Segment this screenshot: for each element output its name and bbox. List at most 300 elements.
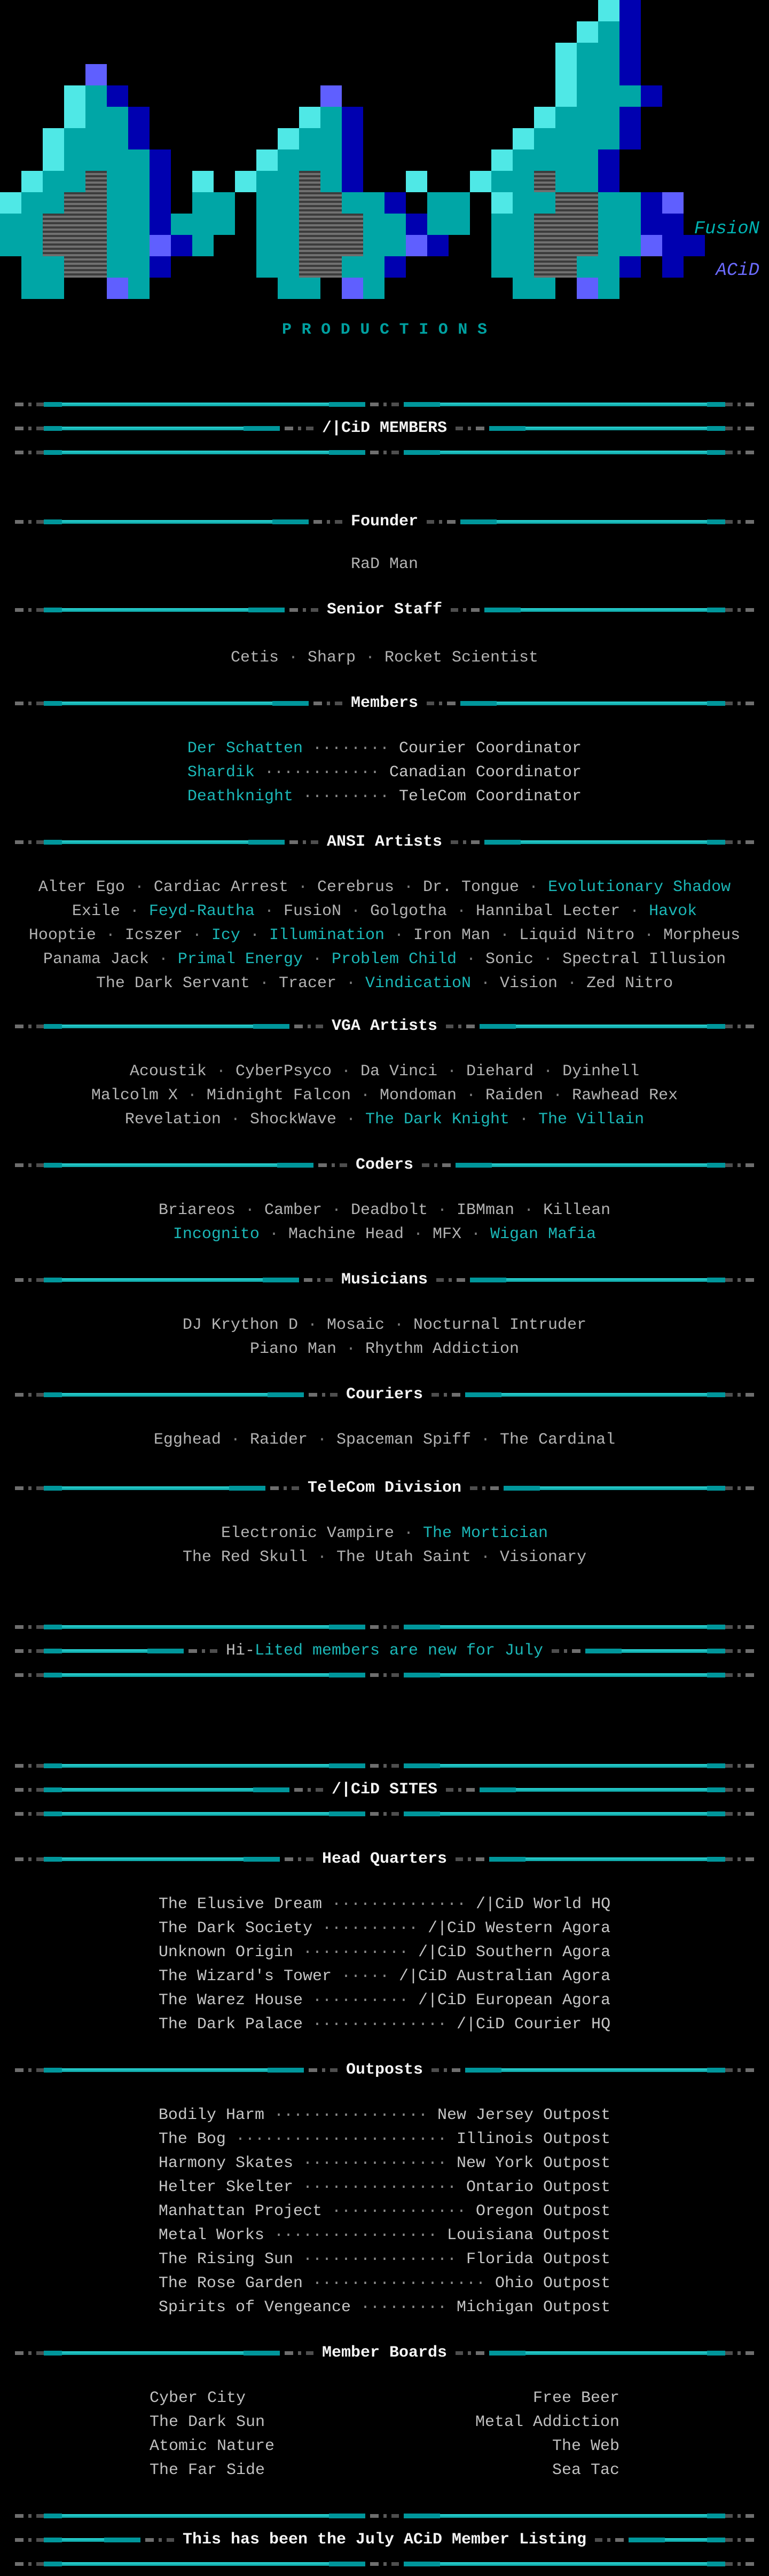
name-separator: · (533, 1062, 563, 1081)
rule-bar-cap (503, 608, 521, 612)
rule-bar-cap (478, 701, 497, 706)
logo-pixel (256, 171, 278, 192)
rule-segment (737, 1278, 741, 1282)
rule-bar-cap (498, 1787, 516, 1792)
rule-bits (431, 2068, 483, 2073)
rule-bits (262, 426, 313, 431)
logo-pixel (107, 149, 128, 171)
rule-segment (281, 1278, 299, 1282)
rule-segment (746, 702, 754, 705)
logo-pixel (577, 256, 598, 278)
rule-bits (347, 1811, 422, 1816)
rule-row-with-title (0, 1847, 769, 1871)
roster-line (0, 972, 769, 996)
rule-bar-cap (44, 1625, 62, 1629)
rule-bar-line (62, 1857, 244, 1861)
rule-bar-cap (707, 1811, 725, 1816)
rule-bits (15, 2538, 44, 2542)
section-title: Founder (350, 513, 419, 531)
logo-pixel (577, 171, 598, 192)
logo-pixel (320, 85, 342, 107)
leader-row (0, 2128, 769, 2152)
logo-pixel (513, 256, 534, 278)
rule-segment (295, 1163, 313, 1168)
name-separator: · (437, 1062, 467, 1081)
rule-segment (370, 2514, 379, 2518)
member-name: Raiden (485, 1086, 544, 1105)
rule-segment (404, 1673, 422, 1677)
rule-bar-cap (707, 519, 725, 524)
rule-segment (316, 1025, 323, 1028)
logo-pixel (192, 192, 214, 214)
rule-bar-cap (44, 1024, 62, 1029)
rule-bits (725, 451, 754, 454)
rule-bar-line (62, 1649, 147, 1653)
logo-pixel (384, 192, 406, 214)
roster-line (0, 1108, 769, 1132)
musicians-header (0, 1268, 769, 1292)
entry-role: Courier Coordinator (389, 739, 582, 758)
member-name: Exile (72, 902, 120, 920)
logo-pixel (299, 171, 320, 192)
member-name: Zed Nitro (586, 974, 673, 992)
rule-bar-cap (707, 1278, 725, 1282)
board-name: The Far Side (150, 2461, 265, 2479)
rule-segment (347, 1763, 365, 1768)
member-name: Killean (543, 1201, 611, 1219)
rule-segment (159, 2538, 162, 2542)
rule-bar-cap (707, 1673, 725, 1677)
entry-role: Florida Outpost (457, 2250, 611, 2268)
member-name: Revelation (124, 1110, 221, 1129)
member-name-highlighted: Incognito (172, 1225, 260, 1243)
name-separator: · (509, 1110, 539, 1129)
rule-segment (595, 2538, 602, 2542)
rule-bar (503, 840, 725, 845)
rule-bits (347, 402, 422, 407)
rule-segment (456, 1163, 474, 1168)
roster-line (0, 1546, 769, 1570)
rule-bar-cap (229, 1486, 247, 1491)
entry-name: The Dark Society (158, 1919, 322, 1937)
logo-pixel (43, 171, 64, 192)
rule-segment (737, 1486, 741, 1490)
rule-bar-cap (329, 402, 347, 407)
rule-segment (564, 1649, 567, 1653)
logo-pixel (534, 128, 555, 149)
rule-segment (725, 1486, 733, 1490)
logo-pixel (299, 235, 320, 256)
rule-segment (15, 1788, 23, 1792)
name-separator: · (457, 950, 486, 968)
rule-bits (725, 1764, 754, 1768)
logo-pixel (577, 21, 598, 43)
rule-bits (15, 1764, 44, 1768)
rule-bits (286, 2068, 338, 2073)
entry-name: The Dark Palace (158, 2015, 312, 2034)
leader-row (0, 2176, 769, 2200)
rule-bar-line (497, 520, 707, 524)
rule-segment (746, 1764, 754, 1768)
outposts-header (0, 2058, 769, 2082)
rule-segment (436, 1278, 444, 1282)
member-name: Acoustik (129, 1062, 207, 1081)
rule-segment (36, 1788, 44, 1792)
rule-bits (725, 840, 754, 844)
logo-pixel (641, 192, 662, 214)
rule-segment (330, 2068, 338, 2072)
rule-bar-cap (248, 840, 266, 845)
rule-segment (36, 2514, 44, 2518)
rule-segment (482, 1486, 485, 1490)
rule-segment (284, 1486, 287, 1490)
rule-row-with-title (0, 598, 769, 622)
rule-segment (737, 1649, 741, 1653)
logo-pixel (577, 107, 598, 128)
logo-pixel (598, 278, 619, 299)
rule-bar-cap (483, 1392, 501, 1397)
entry-role: Louisiana Outpost (437, 2226, 611, 2244)
logo-pixel (0, 192, 21, 214)
rule-segment (737, 2068, 741, 2072)
rule-segment (585, 1649, 603, 1653)
rule-bar (422, 402, 725, 407)
logo-pixel (598, 235, 619, 256)
logo-pixel (128, 171, 150, 192)
rule-bits (347, 1625, 422, 1629)
rule-segment (466, 1025, 475, 1028)
rule-bar-line (62, 1673, 329, 1677)
member-name: IBMman (457, 1201, 515, 1219)
rule-bar (422, 2514, 725, 2518)
rule-segment (15, 1625, 23, 1629)
rule-bar (44, 2351, 262, 2356)
rule-segment (28, 702, 32, 705)
rule-segment (457, 1278, 465, 1282)
rule-segment (471, 840, 480, 844)
rule-segment (304, 1278, 312, 1282)
board-name: Free Beer (532, 2389, 619, 2407)
name-separator: · (307, 1548, 336, 1566)
logo-pixel (299, 278, 320, 299)
name-separator: · (259, 1225, 288, 1243)
logo-pixel (555, 107, 577, 128)
rule-bar-line (440, 2514, 707, 2518)
rule-segment (725, 1393, 733, 1397)
leader-row (0, 2272, 769, 2296)
rule-bar-cap (707, 1392, 725, 1397)
rule-segment (36, 1857, 44, 1861)
logo-pixel (299, 256, 320, 278)
rule-bar-cap (272, 519, 291, 524)
logo-pixel (598, 256, 619, 278)
rule-bits (725, 2562, 754, 2566)
member-name: Dr. Tongue (423, 878, 520, 896)
name-separator: · (355, 649, 384, 667)
rule-segment (391, 2562, 399, 2566)
rule-segment (746, 1486, 754, 1490)
logo-pixel (577, 235, 598, 256)
member-name-highlighted: Primal Energy (177, 950, 303, 968)
rule-segment (442, 1163, 451, 1167)
rule-segment (15, 2514, 23, 2518)
logo-pixel (342, 256, 363, 278)
logo-pixel (555, 149, 577, 171)
rule-bar-cap (44, 2351, 62, 2356)
logo-pixel (21, 256, 43, 278)
logo-pixel (534, 149, 555, 171)
logo-pixel (299, 149, 320, 171)
member-name: Hooptie (28, 926, 96, 944)
rule-segment (15, 451, 23, 454)
rule-segment (737, 2514, 741, 2518)
member-name: Raider (249, 1431, 308, 1449)
leader-dots: ········ (312, 739, 389, 758)
rule-segment (294, 1025, 303, 1028)
logo-pixel (449, 192, 470, 214)
rule-segment (484, 608, 503, 612)
rule-segment (332, 1163, 335, 1167)
rule-bar (44, 1787, 271, 1792)
logo-pixel (577, 214, 598, 235)
logo-pixel (235, 171, 256, 192)
rule-segment (746, 1163, 754, 1167)
logo-pixel (577, 85, 598, 107)
rule-segment (391, 403, 399, 406)
rule-segment (746, 2562, 754, 2566)
rule-segment (167, 2538, 174, 2542)
rule-segment (36, 1812, 44, 1816)
logo-pixel (491, 192, 513, 214)
rule-segment (484, 840, 503, 845)
logo-pixel (278, 149, 299, 171)
rule-bar-cap (44, 1486, 62, 1491)
rule-segment (311, 608, 318, 612)
rule-segment (370, 451, 379, 454)
rule-segment (28, 520, 32, 524)
member-name-highlighted: Problem Child (331, 950, 457, 968)
logo-pixel (555, 171, 577, 192)
rule-bar (483, 2068, 725, 2073)
logo-pixel (598, 128, 619, 149)
logo-pixel (320, 128, 342, 149)
logo-pixel (619, 21, 641, 43)
entry-role: Michigan Outpost (447, 2298, 611, 2317)
rule-bits (725, 702, 754, 705)
rule-bits (725, 2068, 754, 2072)
rule-row (0, 2552, 769, 2576)
rule-bits (295, 1163, 347, 1168)
rule-bar (603, 1649, 725, 1653)
rule-segment (335, 520, 342, 524)
leader-dots: ········· (360, 2298, 448, 2317)
rule-segment (347, 1625, 365, 1629)
roster-line (0, 1060, 769, 1084)
board-name: The Web (552, 2437, 619, 2455)
rule-bar (44, 519, 291, 524)
roster-line (0, 924, 769, 948)
rule-row-with-title (0, 2058, 769, 2082)
rule-bits (15, 1649, 44, 1653)
rule-bar-cap (422, 2562, 440, 2566)
rule-bar-cap (44, 701, 62, 706)
rule-bits (291, 519, 342, 524)
rule-segment (725, 1764, 733, 1768)
rule-segment (15, 1163, 23, 1167)
vga-artists-names (0, 1060, 769, 1132)
name-separator: · (331, 1062, 360, 1081)
rule-row (0, 1802, 769, 1826)
section-title: TeleCom Division (307, 1479, 462, 1497)
name-separator: · (341, 902, 370, 920)
logo-pixel (534, 192, 555, 214)
logo-pixel (555, 64, 577, 85)
name-separator: · (447, 902, 476, 920)
rule-segment (28, 1812, 32, 1816)
logo-pixel (256, 235, 278, 256)
rule-segment (404, 402, 422, 407)
entry-name: Helter Skelter (158, 2178, 303, 2196)
rule-segment (434, 1163, 437, 1167)
name-separator: · (461, 1225, 491, 1243)
rule-bar-line (506, 1278, 707, 1282)
rule-bits (347, 2514, 422, 2518)
rule-segment (737, 1764, 741, 1768)
logo-pixel (555, 192, 577, 214)
rule-bits (271, 1024, 323, 1029)
logo-pixel (577, 64, 598, 85)
rule-segment (444, 2068, 447, 2072)
logo-pixel (342, 192, 363, 214)
rule-bits (15, 702, 44, 705)
rule-segment (36, 427, 44, 430)
member-name: Morpheus (663, 926, 741, 944)
rule-bits (725, 403, 754, 406)
logo-pixel (342, 278, 363, 299)
rule-bits (15, 2351, 44, 2355)
logo-pixel (107, 192, 128, 214)
rule-segment (725, 427, 733, 430)
logo-pixel (384, 214, 406, 235)
acid-logo-pixel-art (0, 0, 769, 299)
rule-segment (28, 1857, 32, 1861)
logo-pixel (577, 278, 598, 299)
rule-segment (36, 840, 44, 844)
entry-name: The Bog (158, 2130, 236, 2148)
rule-segment (370, 1673, 379, 1677)
rule-bits (725, 2538, 754, 2542)
rule-segment (28, 2538, 32, 2542)
member-name: Iron Man (413, 926, 491, 944)
rule-segment (737, 1025, 741, 1028)
rule-bits (15, 1625, 44, 1629)
rule-segment (552, 1649, 559, 1653)
leader-dots: ·············· (331, 2202, 467, 2220)
logo-pixel (598, 171, 619, 192)
rule-bits (725, 427, 754, 430)
rule-segment (317, 1278, 320, 1282)
entry-role: Canadian Coordinator (380, 763, 582, 782)
name-separator: · (336, 974, 365, 992)
rule-bar-line (62, 2562, 329, 2566)
rule-row-with-title (0, 1476, 769, 1500)
logo-pixel (619, 43, 641, 64)
member-name: FusioN (283, 902, 341, 920)
rule-segment (422, 1163, 429, 1167)
rule-segment (456, 1857, 463, 1861)
logo-pixel (384, 235, 406, 256)
logo-pixel (534, 214, 555, 235)
rule-segment (28, 1393, 32, 1397)
logo-pixel (0, 214, 21, 235)
logo-pixel (64, 256, 85, 278)
name-separator: · (336, 1340, 365, 1358)
logo-pixel (513, 214, 534, 235)
leader-dots: ················ (273, 2106, 428, 2124)
logo-pixel (192, 235, 214, 256)
logo-pixel (150, 192, 171, 214)
entry-role: Oregon Outpost (466, 2202, 611, 2220)
rule-row-with-title (0, 416, 769, 440)
rule-bar-cap (707, 2068, 725, 2073)
logo-pixel (342, 128, 363, 149)
leader-row (0, 2296, 769, 2320)
logo-pixel (619, 214, 641, 235)
rule-segment (468, 2351, 471, 2355)
member-name-highlighted: Evolutionary Shadow (548, 878, 731, 896)
rule-segment (383, 451, 387, 454)
rule-bar-line (516, 1788, 707, 1792)
rule-segment (347, 450, 365, 455)
rule-segment (306, 1857, 313, 1861)
rule-bits (725, 2514, 754, 2518)
productions-label: PRODUCTIONS (281, 321, 497, 339)
rule-bar (488, 1278, 725, 1282)
rule-bits (286, 1392, 338, 1397)
rule-bar-cap (44, 2562, 62, 2566)
rule-segment (122, 2538, 140, 2542)
ansi-artists-names (0, 876, 769, 996)
rule-row-with-title (0, 830, 769, 854)
leader-row (0, 1989, 769, 2013)
rule-bar-cap (422, 402, 440, 407)
rule-segment (294, 1788, 303, 1792)
name-separator: · (394, 878, 423, 896)
logo-pixel (641, 214, 662, 235)
rule-bits (15, 1486, 44, 1490)
rule-segment (15, 1486, 23, 1490)
logo-pixel (320, 171, 342, 192)
rule-segment (291, 519, 309, 524)
rule-bar (44, 701, 291, 706)
rule-segment (391, 2514, 399, 2518)
rule-segment (444, 1393, 447, 1397)
member-name: Liquid Nitro (519, 926, 635, 944)
entry-name: Spirits of Vengeance (158, 2298, 360, 2317)
logo-pixel (0, 235, 21, 256)
logo-pixel (363, 192, 384, 214)
rule-segment (391, 1812, 399, 1816)
senior-staff-names (0, 646, 769, 670)
leader-dots: ····· (341, 1967, 389, 1986)
rule-bar-line (62, 403, 329, 406)
rule-segment (725, 1025, 733, 1028)
logo-pixel (150, 214, 171, 235)
couriers-names (0, 1428, 769, 1452)
logo-pixel (555, 128, 577, 149)
rule-segment (15, 2562, 23, 2566)
logo-pixel (491, 214, 513, 235)
